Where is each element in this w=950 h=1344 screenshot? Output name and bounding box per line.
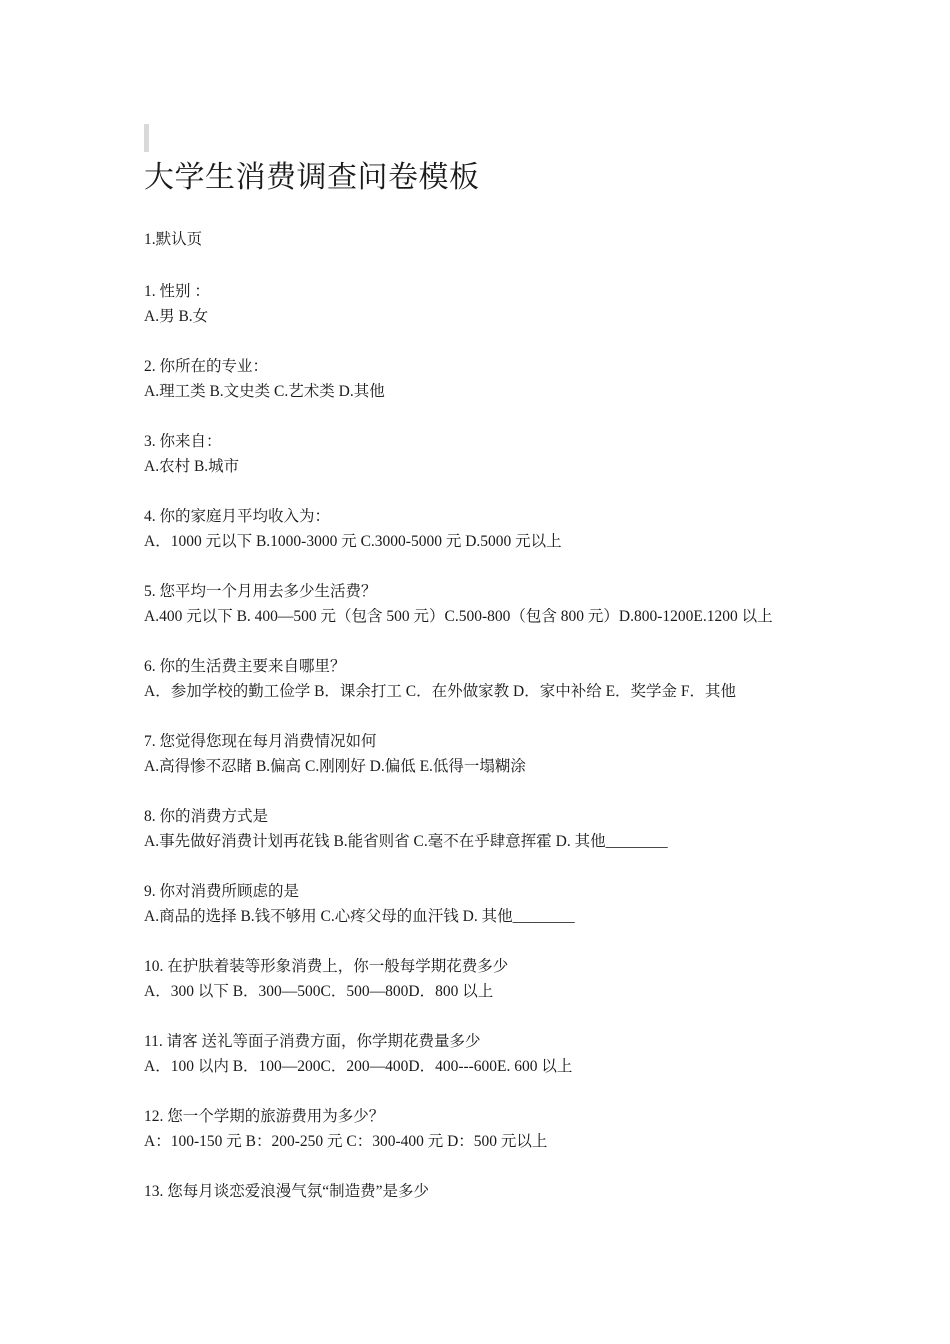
question-item [144,1029,864,1104]
question-item [144,579,864,654]
question-options: A.商品的选择 B.钱不够用 C.心疼父母的血汗钱 D. 其他________ [144,908,575,925]
question-text: 5. 您平均一个月用去多少生活费？ [144,583,377,600]
question-options [144,1204,864,1229]
question-options: A.理工类 B.文史类 C.艺术类 D.其他 [144,383,385,400]
question-item [144,1104,864,1179]
section-heading: 1.默认页 [144,231,203,248]
question-options: A：100-150 元 B：200-250 元 C：300-400 元 D：500 元以上 [144,1133,548,1150]
question-item [144,279,864,354]
question-options: A．参加学校的勤工俭学 B．课余打工 C．在外做家教 D．家中补给 E．奖学金 F．其他 [144,683,737,700]
question-text: 6. 你的生活费主要来自哪里？ [144,658,346,675]
question-list [144,279,864,1254]
question-item [144,354,864,429]
question-text: 10. 在护肤着装等形象消费上，你一般每学期花费多少 [144,958,509,975]
question-item [144,954,864,1029]
question-text: 3. 你来自： [144,433,222,450]
question-item [144,879,864,954]
question-text: 12. 您一个学期的旅游费用为多少？ [144,1108,385,1125]
question-options: A.事先做好消费计划再花钱 B.能省则省 C.毫不在乎肆意挥霍 D. 其他________ [144,833,668,850]
question-text: 4. 你的家庭月平均收入为： [144,508,331,525]
question-item [144,1179,864,1254]
question-item [144,504,864,579]
question-text: 9. 你对消费所顾虑的是 [144,883,300,900]
question-text: 13. 您每月谈恋爱浪漫气氛“制造费”是多少 [144,1183,430,1200]
question-item [144,654,864,729]
document-title: 大学生消费调查问卷模板 [144,161,480,194]
question-text: 1. 性别 ： [144,283,210,300]
question-options: A.农村 B.城市 [144,458,240,475]
question-options: A.高得惨不忍睹 B.偏高 C.刚刚好 D.偏低 E.低得一塌糊涂 [144,758,526,775]
question-options: A.男 B.女 [144,308,209,325]
question-item [144,804,864,879]
question-options: A．1000 元以下 B.1000-3000 元 C.3000-5000 元 D.5000 元以上 [144,533,562,550]
text-cursor-marker [144,124,149,152]
question-options: A．300 以下 B．300—500C．500—800D．800 以上 [144,983,494,1000]
question-text: 8. 你的消费方式是 [144,808,269,825]
question-item [144,729,864,804]
question-item [144,429,864,504]
question-text: 7. 您觉得您现在每月消费情况如何 [144,733,377,750]
question-options: A.400 元以下 B. 400—500 元（包含 500 元）C.500-800（包含 800 元）D.800-1200E.1200 以上 [144,608,773,625]
question-options: A．100 以内 B．100—200C．200—400D．400---600E. 600 以上 [144,1058,573,1075]
question-text: 11. 请客 送礼等面子消费方面，你学期花费量多少 [144,1033,481,1050]
question-text: 2. 你所在的专业： [144,358,269,375]
